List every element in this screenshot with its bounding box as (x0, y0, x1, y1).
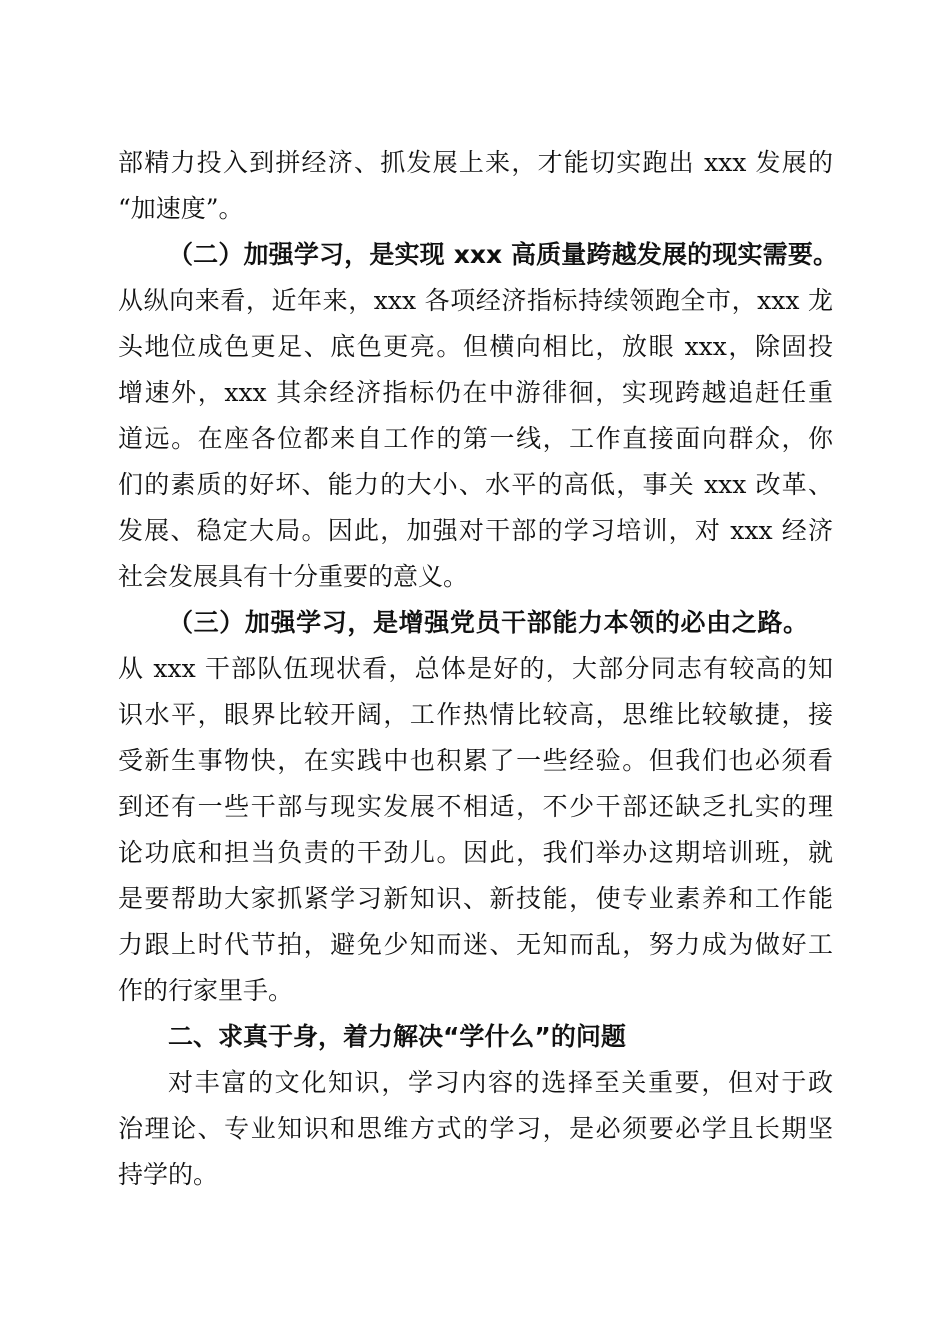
paragraph-line: 从 xxx 干部队伍现状看，总体是好的，大部分同志有较高的知 (118, 654, 833, 683)
paragraph-line: 社会发展具有十分重要的意义。 (118, 562, 469, 591)
paragraph-line: 持学的。 (118, 1160, 219, 1189)
subsection-heading-3: （三）加强学习，是增强党员干部能力本领的必由之路。 (168, 608, 808, 637)
paragraph-line: 对丰富的文化知识，学习内容的选择至关重要，但对于政 (168, 1068, 833, 1097)
paragraph-line: 发展、稳定大局。因此，加强对干部的学习培训，对 xxx 经济 (118, 516, 833, 545)
subsection-heading-2: （二）加强学习，是实现 xxx 高质量跨越发展的现实需要。 (168, 240, 838, 269)
paragraph-line: 作的行家里手。 (118, 976, 294, 1005)
paragraph-line: 们的素质的好坏、能力的大小、水平的高低，事关 xxx 改革、 (118, 470, 833, 499)
paragraph-line: 道远。在座各位都来自工作的第一线，工作直接面向群众，你 (118, 424, 833, 453)
paragraph-line: 治理论、专业知识和思维方式的学习，是必须要必学且长期坚 (118, 1114, 833, 1143)
paragraph-line: 从纵向来看，近年来，xxx 各项经济指标持续领跑全市，xxx 龙 (118, 286, 833, 315)
paragraph-line: 是要帮助大家抓紧学习新知识、新技能，使专业素养和工作能 (118, 884, 833, 913)
paragraph-line: “加速度”。 (118, 194, 244, 223)
paragraph-line: 力跟上时代节拍，避免少知而迷、无知而乱，努力成为做好工 (118, 930, 833, 959)
paragraph-line: 识水平，眼界比较开阔，工作热情比较高，思维比较敏捷，接 (118, 700, 833, 729)
paragraph-line: 论功底和担当负责的干劲儿。因此，我们举办这期培训班，就 (118, 838, 833, 867)
paragraph-line: 受新生事物快，在实践中也积累了一些经验。但我们也必须看 (118, 746, 833, 775)
paragraph-line: 增速外，xxx 其余经济指标仍在中游徘徊，实现跨越追赶任重 (118, 378, 833, 407)
paragraph-line: 头地位成色更足、底色更亮。但横向相比，放眼 xxx，除固投 (118, 332, 833, 361)
paragraph-line: 到还有一些干部与现实发展不相适，不少干部还缺乏扎实的理 (118, 792, 833, 821)
section-heading: 二、求真于身，着力解决“学什么”的问题 (168, 1022, 626, 1051)
paragraph-line: 部精力投入到拼经济、抓发展上来，才能切实跑出 xxx 发展的 (118, 148, 833, 177)
